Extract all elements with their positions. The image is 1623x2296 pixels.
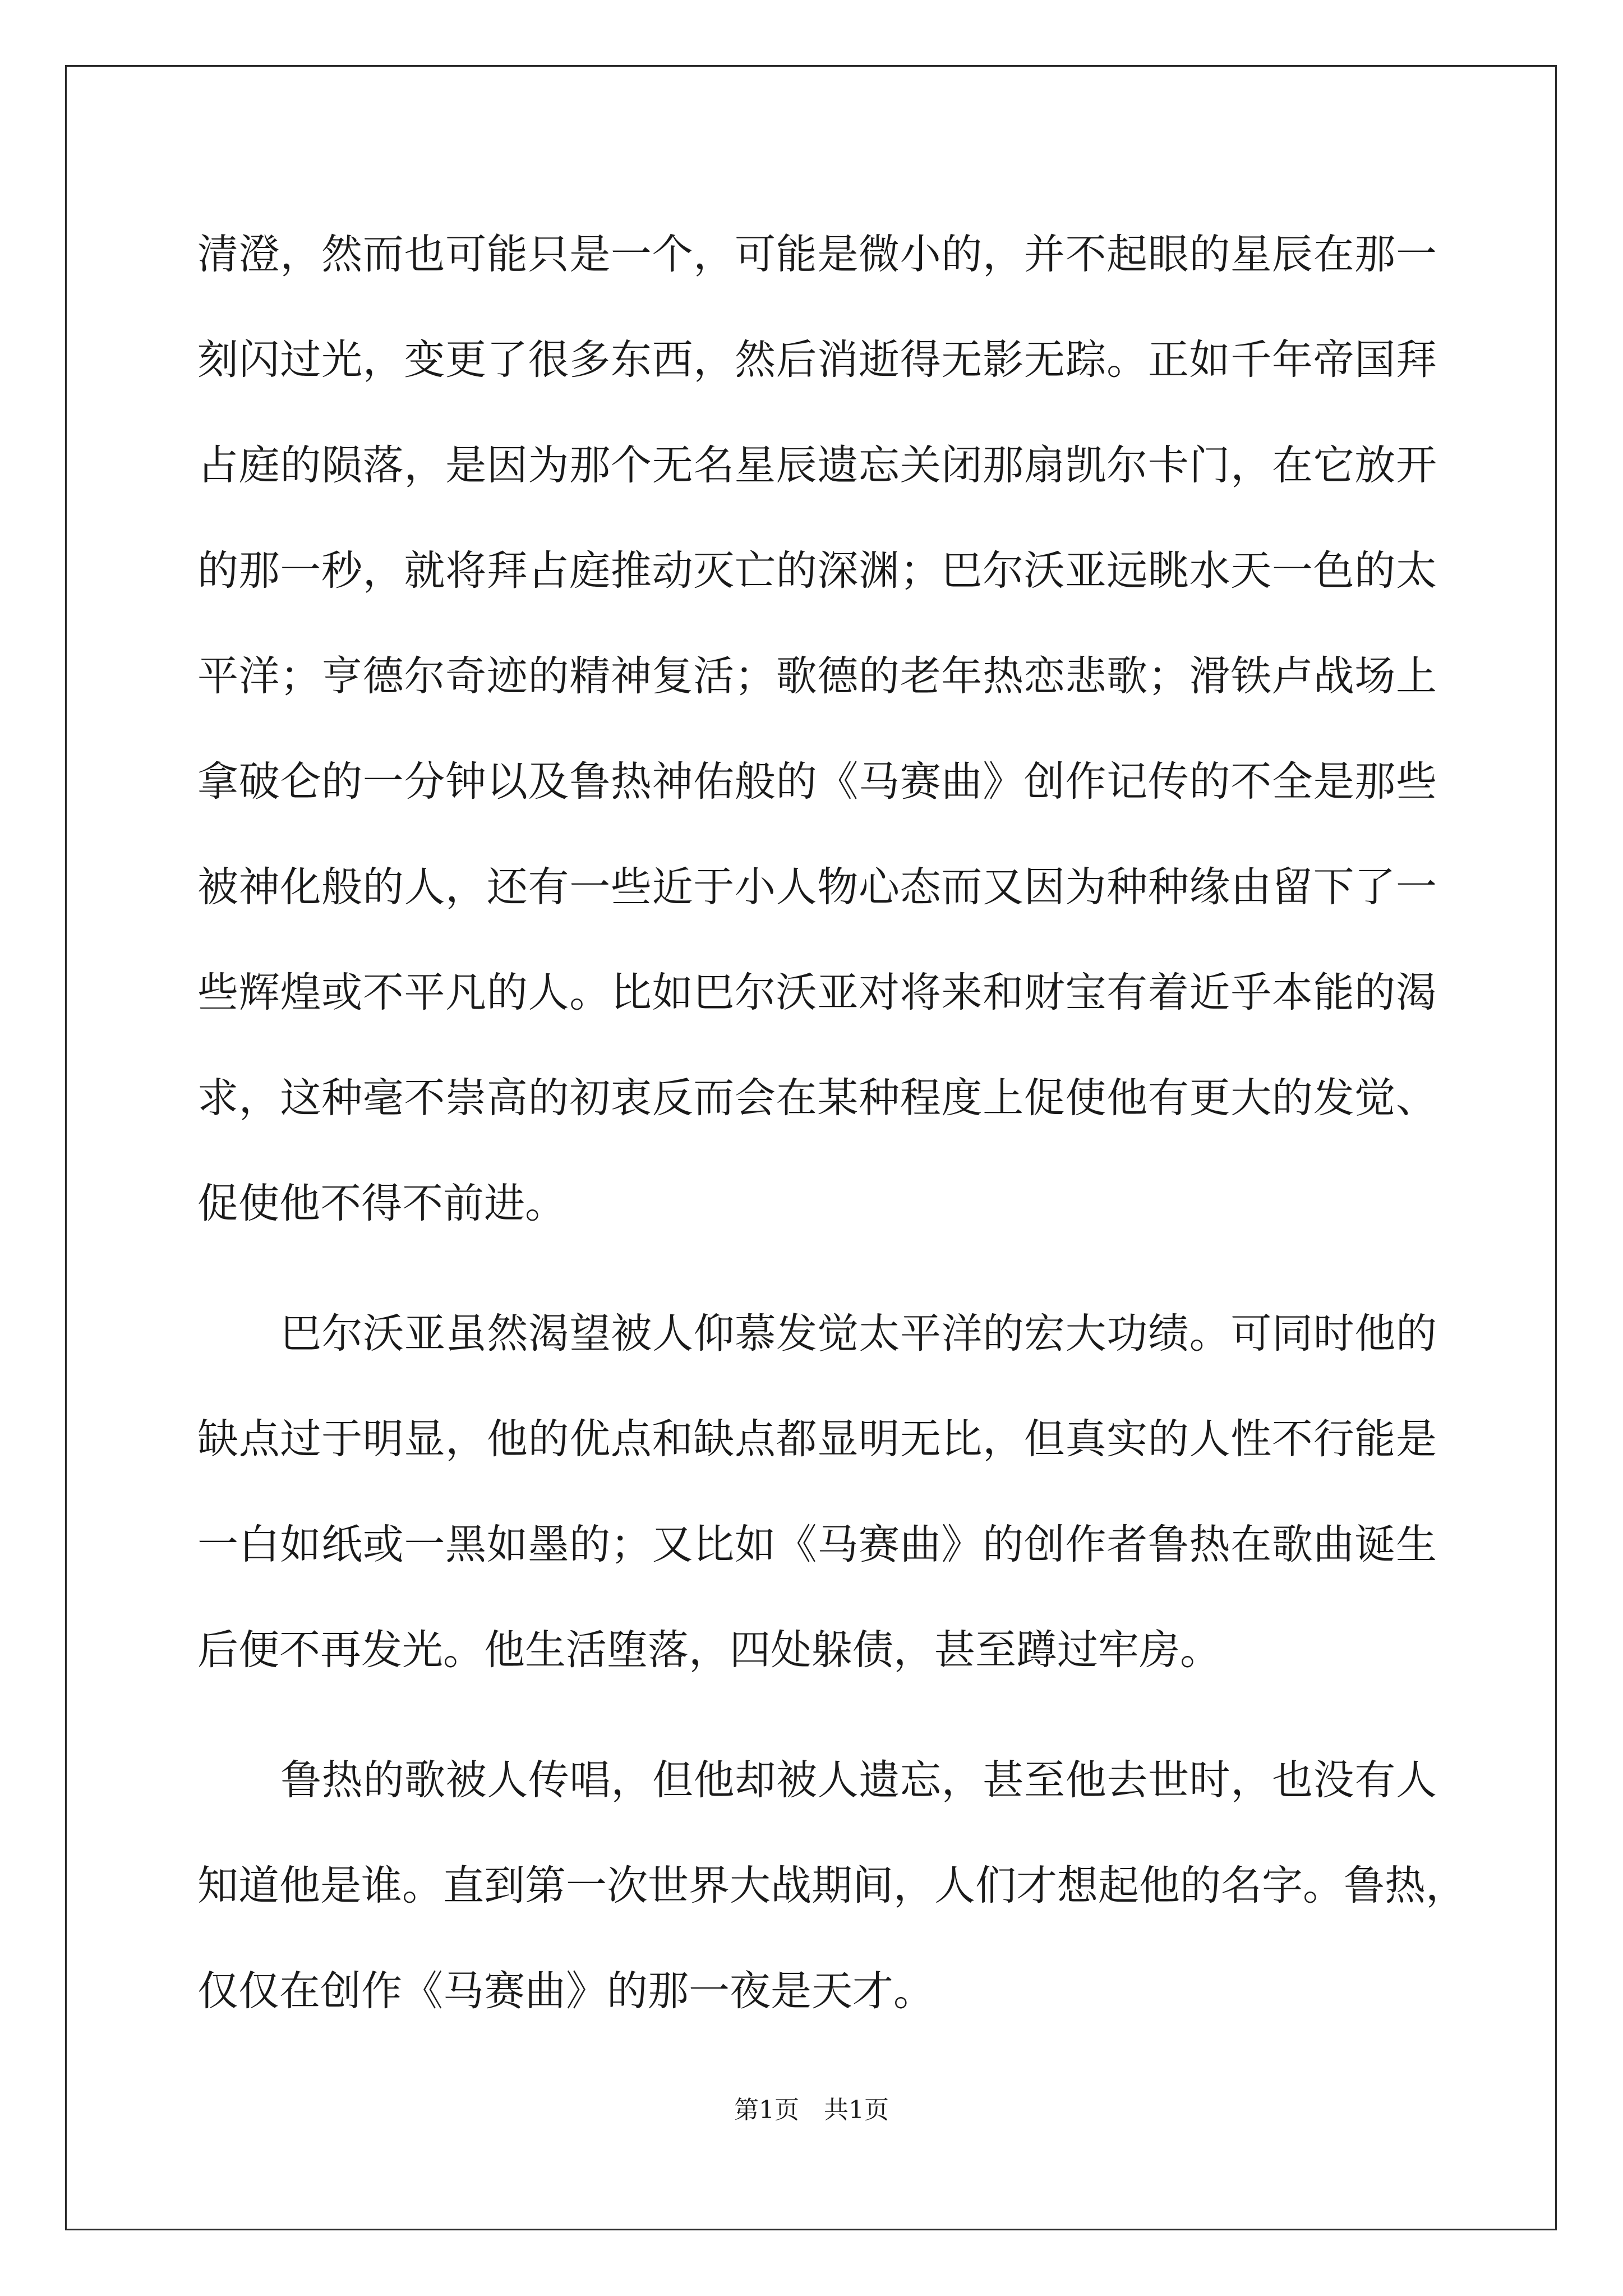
paragraph-2 — [197, 1281, 1437, 1703]
text-line: 拿破仑的一分钟以及鲁热神佑般的《马赛曲》创作记传的不全是那些 — [197, 758, 1437, 806]
text-line: 促使他不得不前进。 — [197, 1180, 566, 1227]
text-line: 缺点过于明显，他的优点和缺点都显明无比，但真实的人性不行能是 — [197, 1415, 1437, 1463]
text-line: 鲁热的歌被人传唱，但他却被人遗忘，甚至他去世时，也没有人 — [280, 1756, 1437, 1804]
text-line: 求，这种毫不崇高的初衷反而会在某种程度上促使他有更大的发觉、 — [197, 1074, 1437, 1122]
text-line: 清澄，然而也可能只是一个，可能是微小的，并不起眼的星辰在那一 — [197, 231, 1437, 278]
text-line: 后便不再发光。他生活堕落，四处躲债，甚至蹲过牢房。 — [197, 1626, 1221, 1674]
text-line: 平洋；亨德尔奇迹的精神复活；歌德的老年热恋悲歌；滑铁卢战场上 — [197, 652, 1437, 700]
text-line: 巴尔沃亚虽然渴望被人仰慕发觉太平洋的宏大功绩。可同时他的 — [280, 1310, 1437, 1358]
text-line: 刻闪过光，变更了很多东西，然后消逝得无影无踪。正如千年帝国拜 — [197, 336, 1437, 384]
text-line: 的那一秒，就将拜占庭推动灭亡的深渊；巴尔沃亚远眺水天一色的太 — [197, 547, 1437, 595]
text-line: 些辉煌或不平凡的人。比如巴尔沃亚对将来和财宝有着近乎本能的渴 — [197, 969, 1437, 1016]
text-line: 知道他是谁。直到第一次世界大战期间，人们才想起他的名字。鲁热， — [197, 1862, 1467, 1910]
page-number: 第1页 共1页 — [734, 2096, 889, 2124]
text-line: 被神化般的人，还有一些近于小人物心态而又因为种种缘由留下了一 — [197, 863, 1437, 911]
paragraph-3 — [197, 1728, 1467, 2044]
document-body — [197, 202, 1467, 2044]
text-line: 一白如纸或一黑如墨的；又比如《马赛曲》的创作者鲁热在歌曲诞生 — [197, 1521, 1437, 1568]
text-line: 仅仅在创作《马赛曲》的那一夜是天才。 — [197, 1967, 934, 2015]
paragraph-1 — [197, 202, 1437, 1257]
text-line: 占庭的陨落，是因为那个无名星辰遗忘关闭那扇凯尔卡门，在它放开 — [197, 441, 1437, 489]
